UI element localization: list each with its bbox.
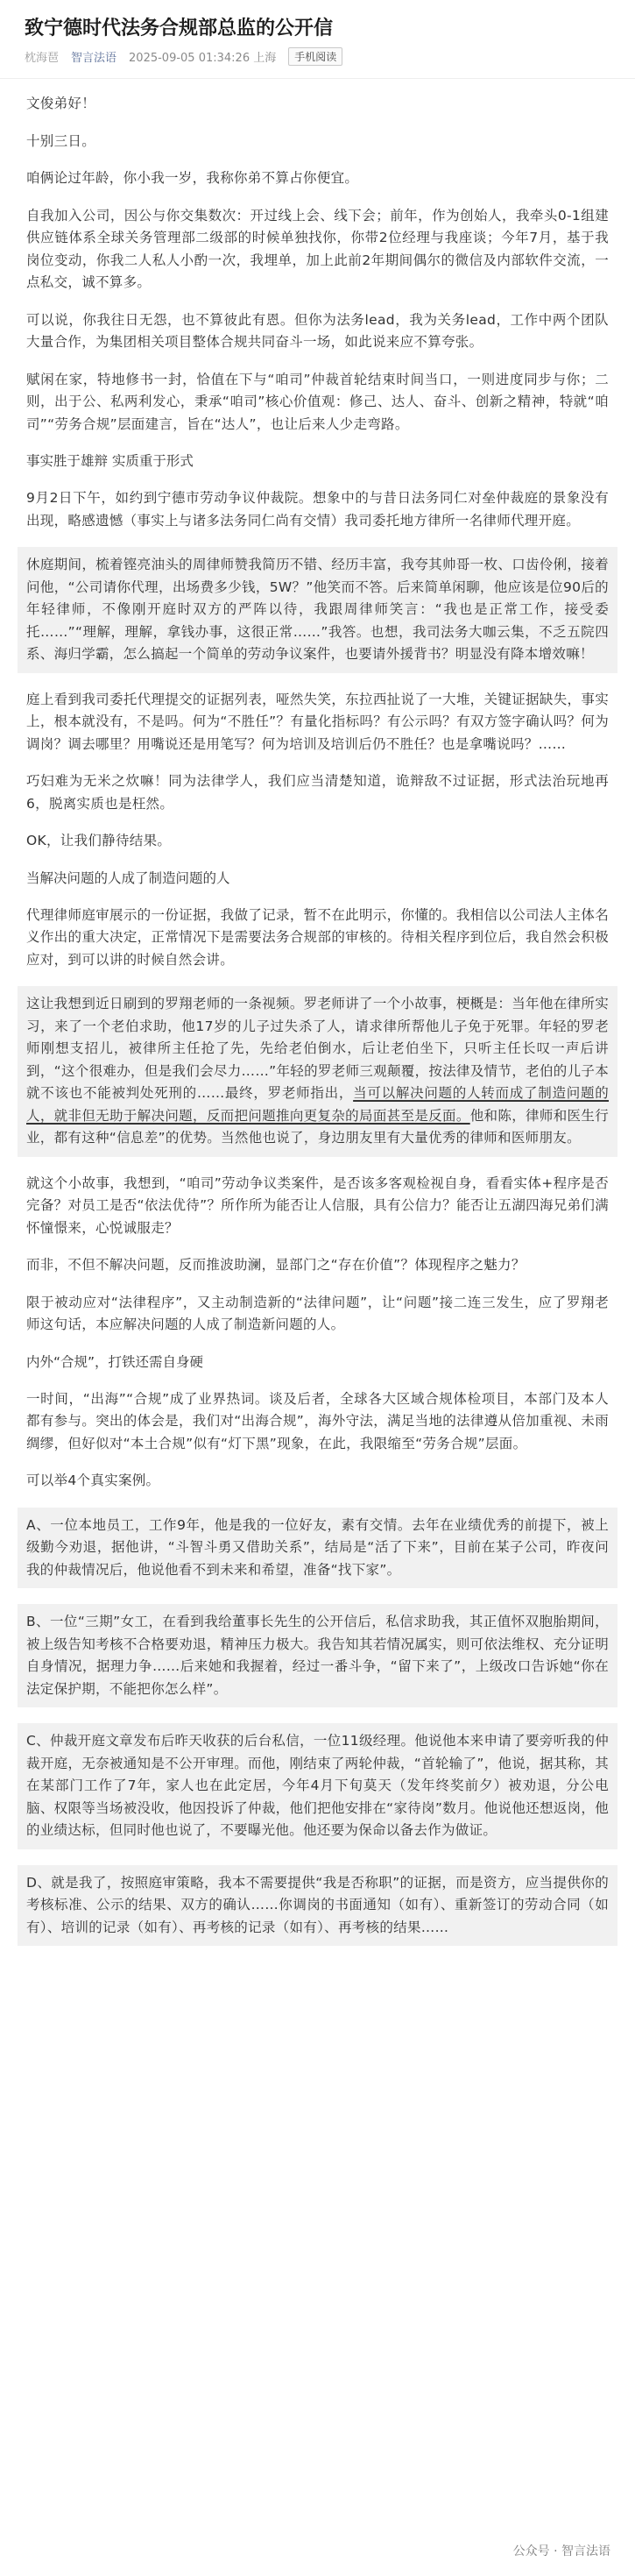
paragraph: 庭上看到我司委托代理提交的证据列表，哑然失笑，东拉西扯说了一大堆，关键证据缺失，事实上，根本就没有，不是吗。何为“不胜任”？有量化指标吗？有公示吗？有双方签字确认吗？何为调岗？调去哪里？用嘴说还是用笔写？何为培训及培训后仍不胜任？也是拿嘴说吗？…… bbox=[26, 691, 609, 752]
case-box bbox=[18, 1865, 617, 1947]
case-box bbox=[18, 1508, 617, 1589]
section-heading: 当解决问题的人成了制造问题的人 bbox=[26, 869, 230, 886]
highlight-box bbox=[18, 986, 617, 1157]
mobile-read-button[interactable]: 手机阅读 bbox=[288, 47, 342, 66]
article-title: 致宁德时代法务合规部总监的公开信 bbox=[25, 18, 334, 39]
publish-datetime: 2025-09-05 01:34:26 上海 bbox=[129, 52, 277, 65]
case-a: A、一位本地员工，工作9年，他是我的一位好友，素有交情。去年在业绩优秀的前提下，被上级勤今劝退，据他讲，“斗智斗勇又借助关系”，结局是“活了下来”，目前在某子公司，昨夜问我的仲裁情况后，他说他看不到未来和希望，准备“找下家”。 bbox=[26, 1516, 609, 1578]
greeting: 文俊弟好！ bbox=[26, 96, 96, 111]
paragraph: 自我加入公司，因公与你交集数次：开过线上会、线下会；前年，作为创始人，我牵头0-1组建供应链体系全球关务管理部二级部的时候单独找你，你带2位经理与我座谈；今年7月，基于我岗位变动，你我二人私人小酌一次，我埋单，加上此前2年期间偶尔的微信及内部软件交流，一点私交，诚不算多。 bbox=[26, 207, 609, 290]
case-box bbox=[18, 1604, 617, 1707]
paragraph: 十别三日。 bbox=[26, 132, 96, 149]
author-name: 枕海琶 bbox=[25, 52, 60, 65]
paragraph: 限于被动应对“法律程序”，又主动制造新的“法律问题”，让“问题”接二连三发生，应了罗翔老师这句话，本应解决问题的人成了制造新问题的人。 bbox=[26, 1294, 609, 1332]
paragraph: 休庭期间，梳着铿亮油头的周律师赞我简历不错、经历丰富，我夸其帅哥一枚、口齿伶俐，接着问他，“公司请你代理，出场费多少钱，5W？”他笑而不答。后来简单闲聊，他应该是位90后的年轻律师，不像刚开庭时双方的严阵以待，我跟周律师笑言：“我也是正常工作，接受委托……”“理解，理解，拿钱办事，这很正常……”我答。也想，我司法务大咖云集，不乏五院四系、海归学霸，怎么搞起一个简单的劳动争议案件，也要请外援背书？明显没有降本增效嘛！ bbox=[26, 557, 609, 662]
paragraph: 咱俩论过年龄，你小我一岁，我称你弟不算占你便宜。 bbox=[26, 170, 359, 186]
paragraph: 代理律师庭审展示的一份证据，我做了记录，暂不在此明示，你懂的。我相信以公司法人主体名义作出的重大决定，正常情况下是需要法务合规部的审核的。待相关程序到位后，我自然会积极应对，到可以讲的时候自然会讲。 bbox=[26, 906, 609, 968]
case-d: D、就是我了，按照庭审策略，我本不需要提供“我是否称职”的证据，而是资方，应当提供你的考核标准、公示的结果、双方的确认……你调岗的书面通知（如有）、重新签订的劳动合同（如有）、培训的记录（如有）、再考核的记录（如有）、再考核的结果…… bbox=[26, 1874, 609, 1935]
account-watermark: 公众号 · 智言法语 bbox=[508, 2539, 616, 2562]
underlined-quote: 当可以解决问题的人转而成了制造问题的人，就非但无助于解决问题，反而把问题推向更复杂的局面甚至是反面。 bbox=[26, 1085, 610, 1124]
article-body bbox=[0, 79, 635, 1946]
article-meta bbox=[0, 46, 635, 79]
paragraph bbox=[26, 993, 609, 1150]
paragraph: 巧妇难为无米之炊嘛！同为法律学人，我们应当清楚知道，诡辩敌不过证据，形式法治玩地再6，脱离实质也是枉然。 bbox=[26, 773, 609, 812]
highlight-box bbox=[18, 547, 617, 673]
paragraph: 就这个小故事，我想到，“咱司”劳动争议类案件，是否该多客观检视自身，看看实体+程序是否完备？对员工是否“依法优待”？所作所为能否让人信服，具有公信力？能否让五湖四海兄弟们满怀憧憬来，心悦诚服走？ bbox=[26, 1174, 609, 1236]
section-heading: 内外“合规”，打铁还需自身硬 bbox=[26, 1353, 204, 1370]
paragraph: 赋闲在家，特地修书一封，恰值在下与“咱司”仲裁首轮结束时间当口，一则进度同步与你；二则，出于公、私两利发心，秉承“咱司”核心价值观：修己、达人、奋斗、创新之精神，特就“咱司”“劳务合规”层面建言，旨在“达人”，也让后来人少走弯路。 bbox=[26, 371, 609, 432]
paragraph: OK，让我们静待结果。 bbox=[26, 833, 172, 848]
paragraph: 一时间，“出海”“合规”成了业界热词。谈及后者，全球各大区域合规体检项目，本部门及本人都有参与。突出的体会是，我们对“出海合规”，海外守法，满足当地的法律遵从倍加重视、未雨绸缪，但好似对“本土合规”似有“灯下黑”现象，在此，我限缩至“劳务合规”层面。 bbox=[26, 1390, 609, 1451]
case-b: B、一位“三期”女工，在看到我给董事长先生的公开信后，私信求助我，其正值怀双胞胎期间，被上级告知考核不合格要劝退，精神压力极大。我告知其若情况属实，则可依法维权、充分证明自身情况，据理力争……后来她和我握着，经过一番斗争，“留下来了”，上级改口告诉她“你在法定保护期，不能把你怎么样”。 bbox=[26, 1614, 609, 1697]
paragraph: 9月2日下午，如约到宁德市劳动争议仲裁院。想象中的与昔日法务同仁对垒仲裁庭的景象没有出现，略感遗憾（事实上与诸多法务同仁尚有交情）我司委托地方律所一名律师代理开庭。 bbox=[26, 490, 609, 529]
case-c: C、仲裁开庭文章发布后昨天收获的后台私信，一位11级经理。他说他本来申请了要旁听我的仲裁开庭，无奈被通知是不公开审理。而他，刚结束了两轮仲裁，“首轮输了”，他说，据其称，其在某部门工作了7年，家人也在此定居，今年4月下旬莫天（发年终奖前夕）被劝退，分公电脑、权限等当场被没收，他因投诉了仲裁，他们把他安排在“家待岗”数月。他说他还想返岗，他的业绩达标，但同时他也说了，不要曝光他。他还要为保命以备去作为做证。 bbox=[26, 1733, 609, 1838]
section-heading: 事实胜于雄辩 实质重于形式 bbox=[26, 453, 194, 469]
paragraph: 而非，不但不解决问题，反而推波助澜，显部门之“存在价值”？体现程序之魅力？ bbox=[26, 1257, 526, 1273]
paragraph: 可以举4个真实案例。 bbox=[26, 1473, 160, 1488]
case-box bbox=[18, 1723, 617, 1849]
paragraph: 可以说，你我往日无怨，也不算彼此有恩。但你为法务lead，我为关务lead，工作中两个团队大量合作，为集团相关项目整体合规共同奋斗一场，如此说来应不算夸张。 bbox=[26, 311, 609, 350]
account-link[interactable]: 智言法语 bbox=[71, 52, 117, 65]
paragraph-text: 他和陈，律师和医生行业，都有这种“信息差”的优势。当然他也说了，身边朋友里有大量优秀的律师和医师朋友。 bbox=[26, 1107, 609, 1146]
paragraph-text: 这让我想到近日刷到的罗翔老师的一条视频。罗老师讲了一个小故事，梗概是：当年他在律所实习，来了一个老伯求助，他17岁的儿子过失杀了人，请求律所帮他儿子免于死罪。年轻的罗老师刚想支招儿，被律所主任抢了先，先给老伯倒水，后让老伯坐下，只听主任长叹一声后讲到，“这个很难办，但是我们会尽力……”年轻的罗老师三观颠覆，按法律及情节，老伯的儿子本就不该也不能被判处死刑的……最终，罗老师指出， bbox=[26, 996, 609, 1101]
